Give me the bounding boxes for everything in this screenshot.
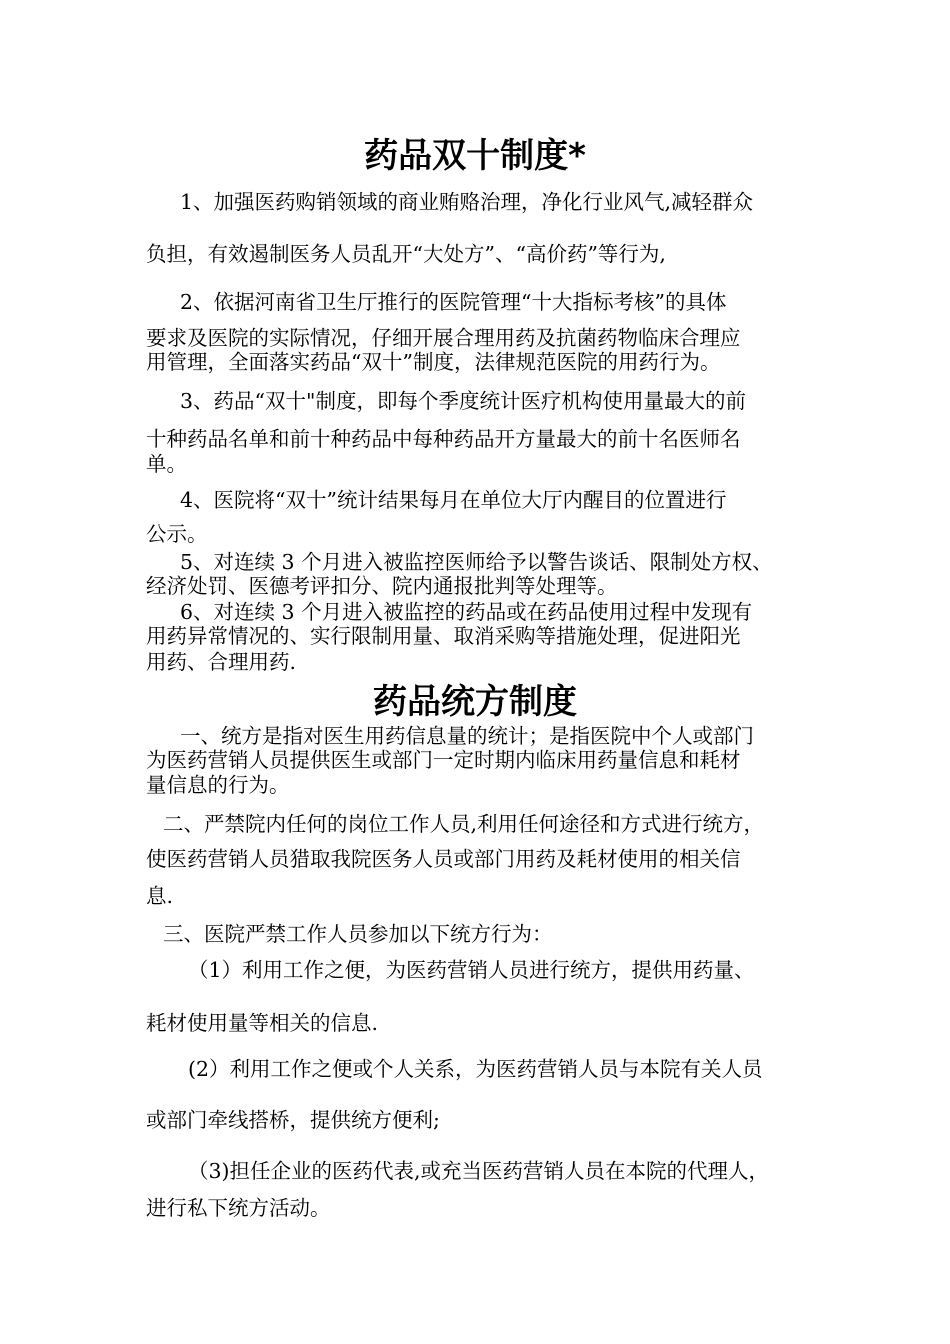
s1-line-13: 6、对连续 3 个月进入被监控的药品或在药品使用过程中发现有 — [180, 600, 753, 624]
s2-line-10: (2）利用工作之便或个人关系，为医药营销人员与本院有关人员 — [188, 1057, 763, 1081]
s1-line-4: 要求及医院的实际情况，仔细开展合理用药及抗菌药物临床合理应 — [146, 326, 741, 350]
s1-line-1: 1、加强医药购销领域的商业贿赂治理，净化行业风气,减轻群众 — [180, 190, 754, 214]
s2-line-6: 息. — [146, 884, 174, 908]
s2-line-7: 三、医院严禁工作人员参加以下统方行为： — [163, 922, 553, 946]
s1-line-9: 4、医院将“双十”统计结果每月在单位大厅内醒目的位置进行 — [180, 488, 727, 512]
s1-line-14: 用药异常情况的、实行限制用量、取消采购等措施处理，促进阳光 — [146, 624, 741, 648]
s2-line-2: 为医药营销人员提供医生或部门一定时期内临床用药量信息和耗材 — [146, 748, 741, 772]
s1-line-7: 十种药品名单和前十种药品中每种药品开方量最大的前十名医师名 — [146, 427, 741, 451]
s1-line-15: 用药、合理用药. — [146, 650, 297, 674]
s2-line-8: （1）利用工作之便，为医药营销人员进行统方，提供用药量、 — [188, 958, 755, 982]
title-tongfang: 药品统方制度 — [373, 682, 577, 722]
s1-line-3: 2、依据河南省卫生厅推行的医院管理“十大指标考核”的具体 — [180, 290, 727, 314]
s1-line-5: 用管理，全面落实药品“双十”制度，法律规范医院的用药行为。 — [146, 350, 721, 374]
s2-line-11: 或部门牵线搭桥，提供统方便利; — [146, 1108, 440, 1132]
s1-line-11: 5、对连续 3 个月进入被监控医师给予以警告谈话、限制处方权、 — [180, 550, 773, 574]
s2-line-12: （3)担任企业的医药代表,或充当医药营销人员在本院的代理人， — [188, 1159, 770, 1183]
title-shuangshi: 药品双十制度* — [364, 136, 586, 176]
s2-line-9: 耗材使用量等相关的信息. — [146, 1011, 379, 1035]
s1-line-12: 经济处罚、医德考评扣分、院内通报批判等处理等。 — [146, 574, 618, 598]
s1-line-2: 负担，有效遏制医务人员乱开“大处方”、“高价药”等行为, — [146, 242, 666, 266]
s1-line-8: 单。 — [146, 452, 187, 476]
s2-line-3: 量信息的行为。 — [146, 773, 290, 797]
s1-line-6: 3、药品“双十"制度，即每个季度统计医疗机构使用量最大的前 — [180, 389, 746, 413]
s2-line-4: 二、严禁院内任何的岗位工作人员,利用任何途径和方式进行统方， — [163, 812, 765, 836]
s2-line-13: 进行私下统方活动。 — [146, 1196, 331, 1220]
s2-line-1: 一、统方是指对医生用药信息量的统计；是指医院中个人或部门 — [180, 724, 754, 748]
s2-line-5: 使医药营销人员猎取我院医务人员或部门用药及耗材使用的相关信 — [146, 847, 741, 871]
s1-line-10: 公示。 — [146, 522, 208, 546]
